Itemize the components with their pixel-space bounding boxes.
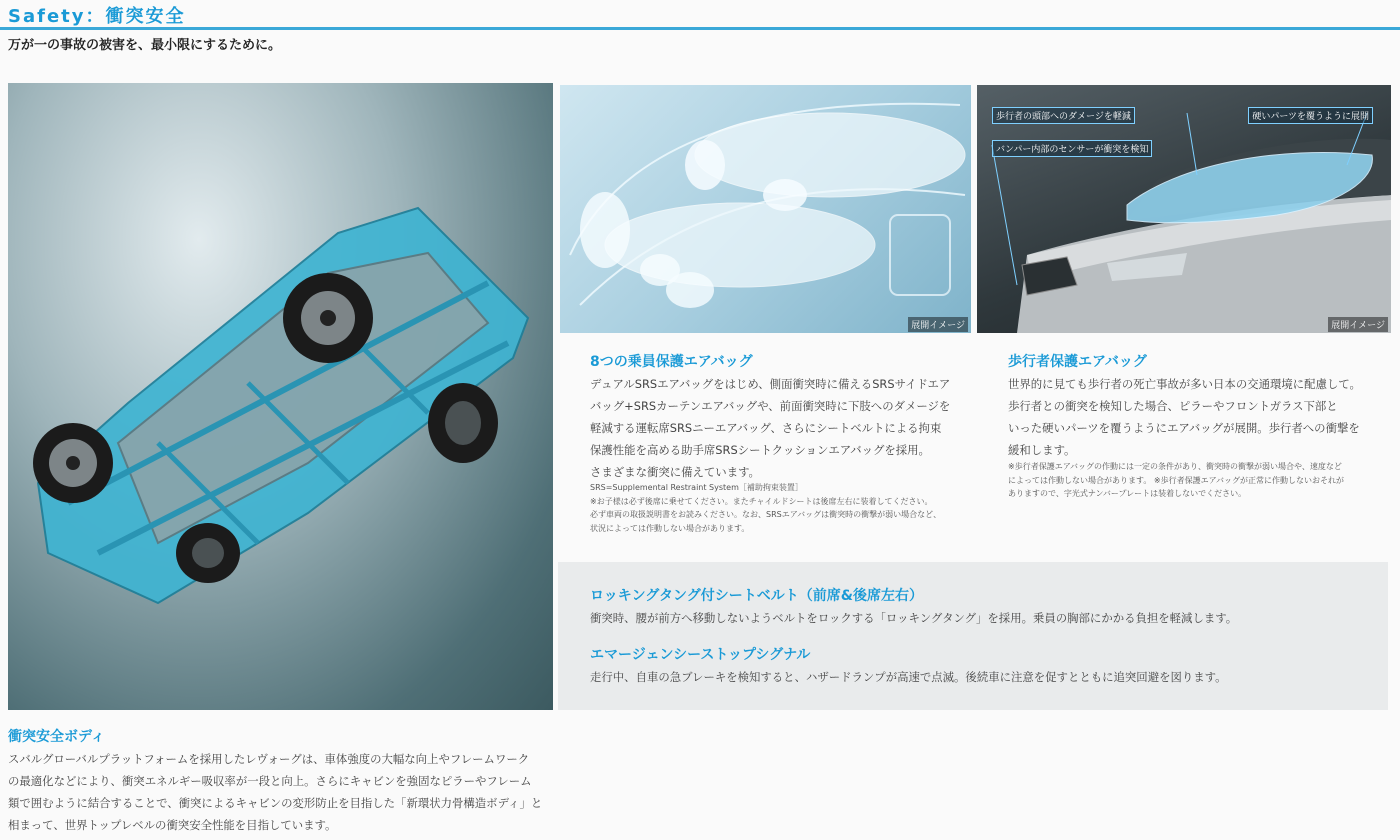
occupant-airbags-notes	[590, 481, 980, 535]
airbag-image-caption: 展開イメージ	[908, 317, 968, 332]
pedestrian-airbag-notes	[1008, 460, 1393, 501]
occupant-airbags-body	[590, 373, 980, 483]
crash-body-line: の最適化などにより、衝突エネルギー吸収率が一段と向上。さらにキャビンを強固なピラーやフレーム	[8, 774, 532, 788]
ess-title: エマージェンシーストップシグナル	[590, 647, 811, 663]
occupant-airbags-note: 必ず車両の取扱説明書をお読みください。なお、SRSエアバッグは衝突時の衝撃が弱い場合など、	[590, 510, 942, 519]
pedestrian-airbag-note: によっては作動しない場合があります。 ※歩行者保護エアバッグが正常に作動しないおそれが	[1008, 475, 1344, 485]
occupant-airbags-line: 軽減する運転席SRSニーエアバッグ、さらにシートベルトによる拘束	[590, 421, 942, 435]
occupant-airbags-note: ※お子様は必ず後席に乗せてください。またチャイルドシートは後席左右に装着してください。	[590, 496, 933, 506]
occupant-airbags-line: 保護性能を高める助手席SRSシートクッションエアバッグを採用。	[590, 443, 930, 457]
seatbelt-body: 衝突時、腰が前方へ移動しないようベルトをロックする「ロッキングタング」を採用。乗員の胸部にかかる負担を軽減します。	[590, 611, 1238, 625]
pedestrian-image-caption: 展開イメージ	[1328, 317, 1388, 332]
callout-bumper-sensor: バンパー内部のセンサーが衝突を検知	[992, 140, 1152, 157]
pedestrian-airbag-body	[1008, 373, 1393, 461]
callout-head-damage: 歩行者の頭部へのダメージを軽減	[992, 107, 1135, 124]
occupant-airbags-note: SRS=Supplemental Restraint System［補助拘束装置］	[590, 483, 803, 492]
crash-body-line: 相まって、世界トップレベルの衝突安全性能を目指しています。	[8, 818, 337, 832]
occupant-airbag-image	[560, 85, 971, 333]
header-divider	[0, 27, 1400, 30]
crash-body-line: 類で囲むように結合することで、衝突によるキャビンの変形防止を目指した「新環状力骨構造ボディ」と	[8, 796, 543, 810]
occupant-airbags-line: バッグ+SRSカーテンエアバッグや、前面衝突時に下肢へのダメージを	[590, 399, 951, 413]
callout-cover-parts: 硬いパーツを覆うように展開	[1248, 107, 1373, 124]
occupant-airbags-title: 8つの乗員保護エアバッグ	[590, 354, 753, 370]
pedestrian-airbag-title: 歩行者保護エアバッグ	[1008, 354, 1147, 370]
car-body-structure-image	[8, 83, 553, 710]
pedestrian-airbag-note: ありますので、字光式ナンバープレートは装着しないでください。	[1008, 489, 1247, 498]
crash-body-text	[8, 748, 568, 836]
crash-body-line: スバルグローバルプラットフォームを採用したレヴォーグは、車体強度の大幅な向上やフレームワーク	[8, 752, 530, 766]
pedestrian-airbag-note: ※歩行者保護エアバッグの作動には一定の条件があり、衝突時の衝撃が弱い場合や、速度など	[1008, 462, 1342, 471]
pedestrian-airbag-line: いった硬いパーツを覆うようにエアバッグが展開。歩行者への衝撃を	[1008, 421, 1360, 435]
page-subtitle: 万が一の事故の被害を、最小限にするために。	[8, 38, 282, 53]
occupant-airbags-line: デュアルSRSエアバッグをはじめ、側面衝突時に備えるSRSサイドエア	[590, 377, 951, 391]
ess-body: 走行中、自車の急ブレーキを検知すると、ハザードランプが高速で点滅。後続車に注意を促すとともに追突回避を図ります。	[590, 670, 1227, 684]
pedestrian-airbag-line: 世界的に見ても歩行者の死亡事故が多い日本の交通環境に配慮して。	[1008, 377, 1361, 391]
seatbelt-title: ロッキングタング付シートベルト（前席&後席左右）	[590, 588, 923, 604]
pedestrian-airbag-line: 歩行者との衝突を検知した場合、ピラーやフロントガラス下部と	[1008, 399, 1338, 413]
occupant-airbags-note: 状況によっては作動しない場合があります。	[590, 523, 750, 533]
pedestrian-airbag-line: 緩和します。	[1008, 443, 1076, 457]
page-title: Safety：衝突安全	[8, 6, 186, 27]
crash-body-title: 衝突安全ボディ	[8, 729, 105, 745]
pedestrian-airbag-image	[977, 85, 1391, 333]
occupant-airbags-line: さまざまな衝突に備えています。	[590, 465, 760, 479]
